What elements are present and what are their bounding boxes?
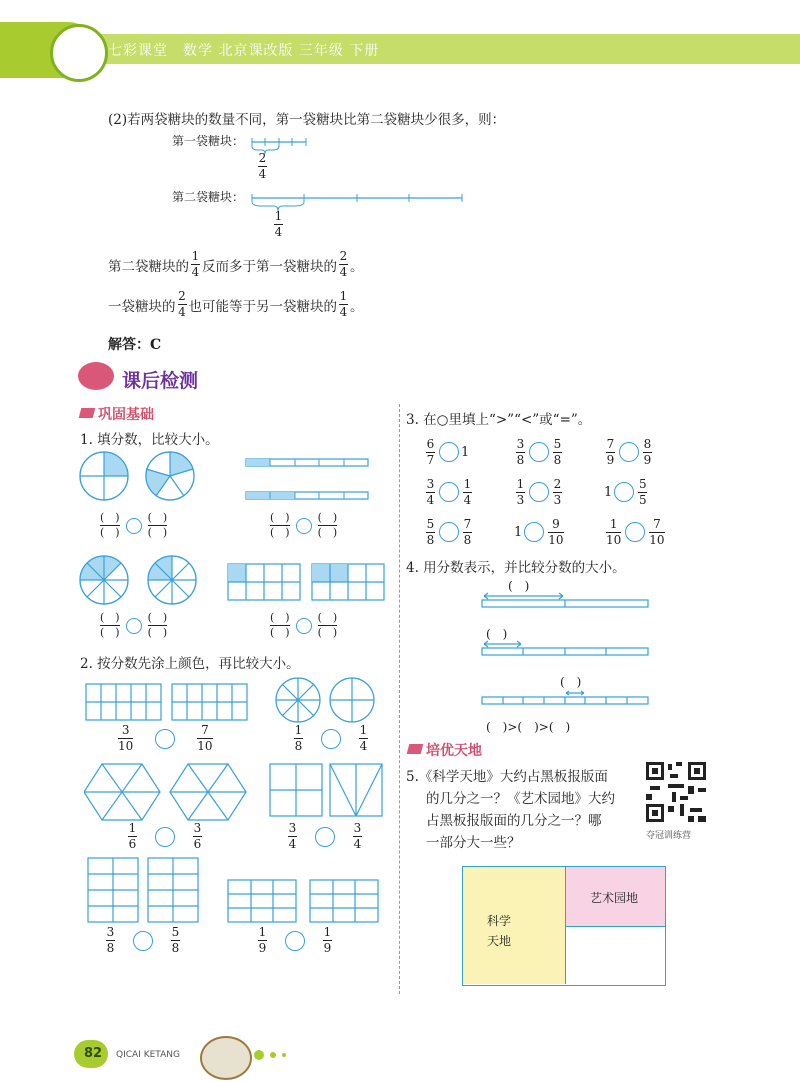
mascot-icon bbox=[78, 362, 114, 390]
answer-circle[interactable] bbox=[439, 442, 459, 462]
q4-compare[interactable]: ( )>( )>( ) bbox=[486, 720, 571, 734]
q3-text: 3. 在○里填上“>”“<”或“=”。 bbox=[406, 412, 592, 428]
q3-item[interactable]: $\frac{1}{3}$ $\frac{2}{3}$ bbox=[516, 476, 562, 507]
q4-blank-1[interactable]: ( ) bbox=[508, 579, 530, 593]
q3-grid bbox=[424, 432, 694, 552]
q3-item[interactable]: 1 $\frac{9}{10}$ bbox=[514, 516, 564, 547]
answer-circle[interactable] bbox=[625, 522, 645, 542]
bag2-label: 第二袋糖块： bbox=[172, 190, 245, 204]
answer-circle[interactable] bbox=[439, 522, 459, 542]
q4-blank-3[interactable]: ( ) bbox=[560, 675, 582, 689]
subsection-title-advanced: 培优天地 bbox=[426, 743, 482, 759]
mascot-icon bbox=[200, 1036, 252, 1080]
column-divider bbox=[399, 404, 400, 994]
answer-circle[interactable] bbox=[529, 442, 549, 462]
q1-blank-1[interactable]: $\frac{( )}{( )}$ $\frac{( )}{( )}$ bbox=[100, 511, 168, 539]
pencil-icon bbox=[407, 744, 424, 754]
q2-compare-3[interactable]: $\frac{1}{6}$ $\frac{3}{6}$ bbox=[128, 821, 202, 851]
q1-figures-row2 bbox=[78, 554, 388, 610]
q3-row bbox=[424, 432, 694, 472]
q2-compare-6[interactable]: $\frac{1}{9}$ $\frac{1}{9}$ bbox=[258, 925, 332, 955]
mascot-icon bbox=[50, 24, 108, 82]
dot-icon bbox=[282, 1053, 286, 1057]
q2-compare-5[interactable]: $\frac{3}{8}$ $\frac{5}{8}$ bbox=[106, 925, 180, 955]
answer-circle[interactable] bbox=[619, 442, 639, 462]
bag1-fraction: 2 4 bbox=[258, 151, 267, 181]
q3-item[interactable]: $\frac{5}{8}$ $\frac{7}{8}$ bbox=[426, 516, 472, 547]
q3-item[interactable]: $\frac{1}{10}$ $\frac{7}{10}$ bbox=[606, 516, 665, 547]
answer-text: 解答：C bbox=[108, 337, 162, 353]
q5-text: 5.《科学天地》大约占黑板报版面 的几分之一？《艺术园地》大约 占黑板报版面的几分之一？哪 一部分大一些？ bbox=[406, 769, 615, 851]
q3-item[interactable]: $\frac{6}{7}$ 1 bbox=[426, 436, 470, 467]
dot-icon bbox=[270, 1052, 276, 1058]
bag1-label: 第一袋糖块： bbox=[172, 134, 245, 148]
answer-circle[interactable] bbox=[614, 482, 634, 502]
q1-text: 1. 填分数，比较大小。 bbox=[80, 432, 219, 448]
q3-item[interactable]: 1 $\frac{5}{5}$ bbox=[604, 476, 647, 507]
conclusion-line-2: 一袋糖块的 $\frac{2}{4}$ 也可能等于另一袋糖块的 $\frac{1}{4}$ 。 bbox=[108, 289, 364, 319]
q2-compare-2[interactable]: $\frac{1}{8}$ $\frac{1}{4}$ bbox=[294, 723, 368, 753]
answer-circle[interactable] bbox=[524, 522, 544, 542]
conclusion-line-1: 第二袋糖块的 $\frac{1}{4}$ 反而多于第一袋糖块的 $\frac{2}{4}$ 。 bbox=[108, 249, 364, 279]
qr-code-icon[interactable] bbox=[644, 760, 708, 824]
footer-brand: QICAI KETANG bbox=[116, 1050, 180, 1060]
bag2-fraction: 1 4 bbox=[274, 209, 283, 239]
blackboard-layout bbox=[462, 866, 666, 986]
q2-compare-1[interactable]: $\frac{3}{10}$ $\frac{7}{10}$ bbox=[118, 723, 213, 753]
q4-blank-2[interactable]: ( ) bbox=[486, 627, 508, 641]
science-label-2: 天地 bbox=[487, 934, 512, 948]
q1-figures-row1 bbox=[78, 450, 378, 510]
q2-text: 2. 按分数先涂上颜色，再比较大小。 bbox=[80, 656, 300, 672]
page-number: 82 bbox=[84, 1046, 103, 1061]
art-label: 艺术园地 bbox=[590, 891, 639, 905]
q1-blank-4[interactable]: $\frac{( )}{( )}$ $\frac{( )}{( )}$ bbox=[270, 611, 338, 639]
dot-icon bbox=[254, 1050, 264, 1060]
section-title: 课后检测 bbox=[122, 370, 199, 392]
q3-item[interactable]: $\frac{7}{9}$ $\frac{8}{9}$ bbox=[606, 436, 652, 467]
q4-bars bbox=[480, 590, 652, 710]
answer-circle[interactable] bbox=[439, 482, 459, 502]
qr-caption: 夺冠训练营 bbox=[646, 831, 692, 841]
header-title: 七彩课堂 数学 北京课改版 三年级 下册 bbox=[108, 43, 380, 59]
answer-circle[interactable] bbox=[529, 482, 549, 502]
q1-blank-3[interactable]: $\frac{( )}{( )}$ $\frac{( )}{( )}$ bbox=[100, 611, 168, 639]
q3-row bbox=[424, 512, 694, 552]
pencil-icon bbox=[79, 408, 96, 418]
q3-row bbox=[424, 472, 694, 512]
q2-compare-4[interactable]: $\frac{3}{4}$ $\frac{3}{4}$ bbox=[288, 821, 362, 851]
problem-text: (2)若两袋糖块的数量不同，第一袋糖块比第二袋糖块少很多，则： bbox=[108, 112, 506, 128]
science-label: 科学 bbox=[487, 914, 512, 928]
q1-blank-2[interactable]: $\frac{( )}{( )}$ $\frac{( )}{( )}$ bbox=[270, 511, 338, 539]
bag2-bar bbox=[250, 186, 470, 216]
q3-item[interactable]: $\frac{3}{4}$ $\frac{1}{4}$ bbox=[426, 476, 472, 507]
q3-item[interactable]: $\frac{3}{8}$ $\frac{5}{8}$ bbox=[516, 436, 562, 467]
q4-text: 4. 用分数表示，并比较分数的大小。 bbox=[406, 560, 626, 576]
subsection-title-basics: 巩固基础 bbox=[98, 407, 154, 423]
art-area bbox=[566, 867, 665, 927]
science-area bbox=[463, 867, 566, 984]
